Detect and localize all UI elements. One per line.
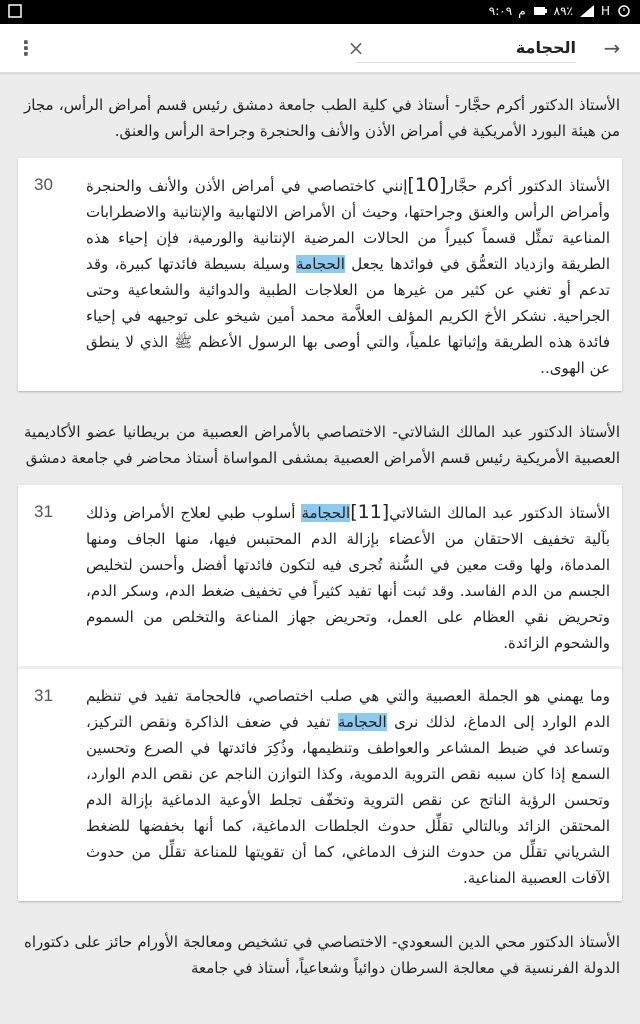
footnote-ref: [11]: [350, 501, 390, 523]
search-highlight: الحجامة: [301, 504, 351, 522]
back-arrow-icon[interactable]: →: [603, 36, 621, 60]
status-left: [8, 4, 24, 18]
entry-text-pre: وما يهمني هو الجملة العصبية والتي هي صلب اختصاصي، فالحجامة تفيد في تنظيم الدم الوارد إلى الدماغ، لذلك نرى: [86, 687, 610, 731]
search-highlight: الحجامة: [337, 713, 387, 731]
author-bio-saudi: الأستاذ الدكتور محي الدين السعودي- الاختصاصي في تشخيص ومعالجة الأورام حائز على دكتوراه الدولة الفرنسية في معالجة السرطان دوائياً وشعاعياً، أستاذ في جامعة: [24, 933, 620, 977]
entry-text-post: وسيلة بسيطة فائدتها كبيرة، وقد تدعم أو تغني عن كثير من غيرها من العلاجات الطبية والدوائية والشعاعية وحتى الجراحية. نشكر الأخ الكريم المؤلف العلاَّمة محمد أمين شيخو على توجيهه في إحياء فائدة هذه الطريقة وإثباتها علمياً، والتي أوصى بها الرسول الأعظم ﷺ الذي لا ينطق عن الهوى..: [86, 255, 610, 377]
signal-icon: [579, 4, 595, 18]
status-period: م: [518, 4, 526, 18]
status-network: H: [600, 4, 610, 18]
alarm-icon: [616, 4, 632, 18]
entry-text-post: تفيد في ضعف الذاكرة ونقص التركيز، وتساعد في ضبط المشاعر والعواطف وتنظيمها، وذُكِرَ فائدتها في الصرع وتحسين السمع إذا كان سببه نقص التروية الدموية، وكذا التوازن الناجم عن نقص الدم الوارد، وتحسن الرؤية الناتج عن نقص التروية وتخفّف تجلط الأوعية الدماغية بإزالة الدم المحتقن الزائد وبالتالي تقلِّل حدوث الجلطات الدماغية، كما أنها بخفضها للضغط الشرياني تقلِّل من حدوث النزف الدماغي، كما أن تقويتها للمناعة تقلِّل من حدوث الآفات العصبية المناعية.: [86, 713, 610, 887]
author-bio-shalati: الأستاذ الدكتور عبد المالك الشالاتي- الاختصاصي بالأمراض العصبية من بريطانيا عضو الأكاديمية العصبية الأمريكية رئيس قسم الأمراض العصبية بمشفى المواساة أستاذ محاضر في جامعة دمشق: [24, 423, 620, 467]
author-bio-hajjar: الأستاذ الدكتور أكرم حجَّار- أستاذ في كلية الطب جامعة دمشق رئيس قسم أمراض الرأس، مجاز من هيئة البورد الأمريكية في أمراض الأذن والأنف والحنجرة وجراحة الرأس والعنق.: [0, 72, 640, 154]
search-highlight: الحجامة: [296, 255, 345, 273]
results-list: [0, 72, 640, 1024]
square-notification-icon: [8, 4, 24, 18]
entry-text-mid: إنني كاختصاصي في أمراض الأذن والأنف والحنجرة وأمراض الرأس والعنق وجراحتها، وحيث أن الأمراض الالتهابية والإنتانية والاضطرابات المناعية تمثِّل قسماً كبيراً من الحالات المرضية الإنتانية والورمية، فإن إحياء هذه الطريقة وازدياد التعمُّق في فوائدها يجعل: [86, 177, 610, 273]
result-entry[interactable]: [18, 666, 622, 901]
result-card[interactable]: [18, 485, 622, 901]
battery-icon: [532, 4, 548, 18]
status-right: [489, 4, 632, 18]
close-icon[interactable]: ×: [347, 36, 365, 60]
status-battery: ٨٩٪: [553, 4, 573, 18]
entry-text-post: أسلوب طبي لعلاج الأمراض وذلك بآلية تخفيف الاحتقان من الأعضاء بإزالة الدم المحتبس فيها، منها الجاف ومنها المدماة، ولها وقت معين في السُّنة تُجرى فيه لتكون فائدتها أفضل وأحسن لتخليص الجسم من الدم الفاسد. وقد ثبت أنها تفيد كثيراً في تخفيف ضغط الدم، وسكر الدم، وتحريض نقي العظام على العمل، وتحريض جهاز المناعة والتخلص من السموم والشحوم الزائدة.: [86, 504, 610, 652]
more-vert-icon[interactable]: ⋮: [16, 36, 36, 60]
search-toolbar: [0, 24, 640, 72]
footnote-ref: [10]: [407, 174, 447, 196]
result-card[interactable]: [18, 158, 622, 391]
page-number: 31: [34, 502, 53, 521]
result-entry[interactable]: [18, 158, 622, 391]
status-time: ٩:٠٩: [488, 4, 513, 18]
search-query-input[interactable]: الحجامة: [356, 34, 576, 63]
result-entry[interactable]: [18, 485, 622, 666]
status-bar: [0, 0, 640, 24]
entry-text-pre: الأستاذ الدكتور عبد المالك الشالاتي: [389, 504, 611, 522]
page-number: 30: [34, 175, 53, 194]
page-number: 31: [34, 686, 53, 705]
entry-text-pre: الأستاذ الدكتور أكرم حجَّار: [446, 177, 610, 195]
